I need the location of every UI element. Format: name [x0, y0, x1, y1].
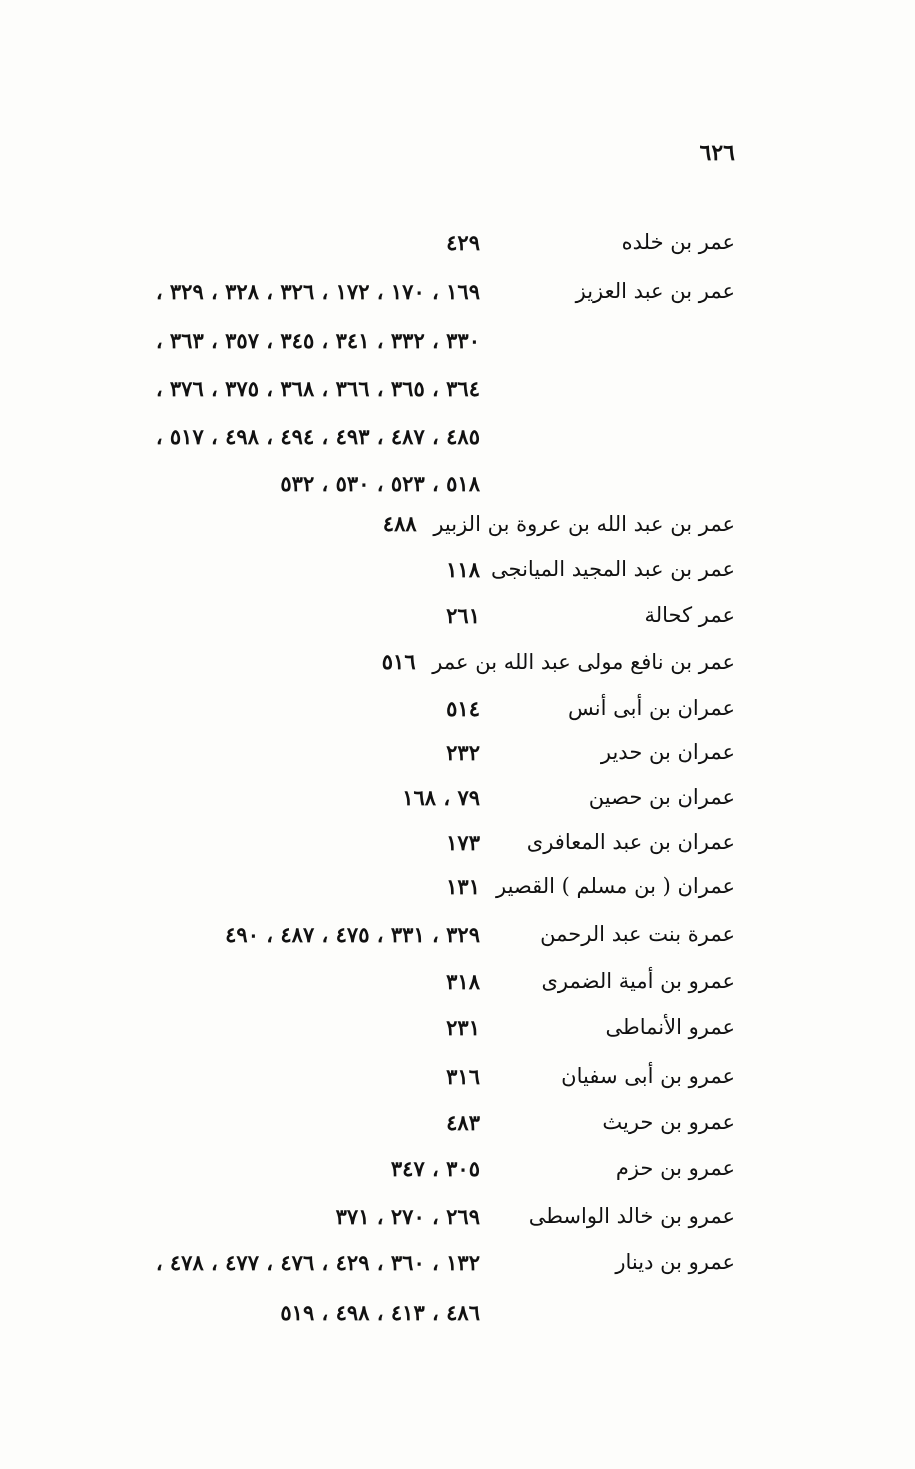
entry-page-refs: ١٦٩ ، ١٧٠ ، ١٧٢ ، ٣٢٦ ، ٣٢٨ ، ٣٢٩ ،	[155, 279, 480, 304]
entry-name: عمرة بنت عبد الرحمن	[540, 922, 735, 946]
entry-name: عمرو الأنماطى	[605, 1015, 735, 1039]
entry-name: عمرو بن حزم	[615, 1156, 735, 1180]
entry-name: عمر بن خلده	[621, 230, 735, 254]
entry-name: عمر بن نافع مولى عبد الله بن عمر	[432, 650, 735, 674]
entry-page-refs: ١٧٣	[446, 830, 480, 855]
entry-name: عمر بن عبد المجيد الميانجى	[491, 557, 735, 581]
entry-name: عمران بن أبى أنس	[567, 696, 735, 720]
entry-name: عمرو بن حريث	[602, 1110, 735, 1134]
entry-name: عمران ( بن مسلم ) القصير	[495, 874, 735, 898]
entry-page-refs: ٣١٨	[446, 969, 480, 994]
entry-page-refs-continued: ٣٦٤ ، ٣٦٥ ، ٣٦٦ ، ٣٦٨ ، ٣٧٥ ، ٣٧٦ ،	[155, 376, 480, 401]
entry-page-refs: ٤٨٨	[382, 511, 417, 536]
entry-page-refs: ٥١٤	[446, 696, 480, 721]
entry-name: عمران بن حدير	[600, 740, 735, 764]
entry-page-refs-continued: ٤٨٦ ، ٤١٣ ، ٤٩٨ ، ٥١٩	[280, 1300, 480, 1325]
entry-page-refs: ٣٠٥ ، ٣٤٧	[390, 1156, 480, 1181]
entry-page-refs: ٢٣١	[446, 1015, 480, 1040]
entry-name: عمرو بن أبى سفيان	[561, 1064, 735, 1088]
entry-name: عمرو بن أمية الضمرى	[541, 969, 735, 993]
entry-page-refs: ٢٦٩ ، ٢٧٠ ، ٣٧١	[335, 1204, 480, 1229]
entry-name: عمرو بن دينار	[615, 1250, 735, 1274]
entry-name: عمر بن عبد الله بن عروة بن الزبير	[433, 512, 735, 536]
entry-name: عمرو بن خالد الواسطى	[528, 1204, 735, 1228]
entry-page-refs: ٤٨٣	[446, 1110, 480, 1135]
entry-name: عمر كحالة	[644, 603, 735, 627]
entry-name: عمران بن حصين	[588, 785, 735, 809]
entry-name: عمران بن عبد المعافرى	[526, 830, 735, 854]
page-number: ٦٢٦	[699, 140, 735, 166]
entry-name: عمر بن عبد العزيز	[575, 279, 735, 303]
entry-page-refs-continued: ٤٨٥ ، ٤٨٧ ، ٤٩٣ ، ٤٩٤ ، ٤٩٨ ، ٥١٧ ،	[155, 424, 480, 449]
entry-page-refs: ١١٨	[446, 557, 480, 582]
entry-page-refs: ٥١٦	[381, 649, 416, 674]
entry-page-refs: ١٣١	[446, 874, 480, 899]
entry-page-refs: ٧٩ ، ١٦٨	[402, 785, 480, 810]
entry-page-refs: ٣٢٩ ، ٣٣١ ، ٤٧٥ ، ٤٨٧ ، ٤٩٠	[225, 922, 480, 947]
entry-page-refs: ٢٦١	[446, 603, 480, 628]
entry-page-refs: ٢٣٢	[446, 740, 480, 765]
entry-page-refs: ١٣٢ ، ٣٦٠ ، ٤٢٩ ، ٤٧٦ ، ٤٧٧ ، ٤٧٨ ،	[155, 1250, 480, 1275]
index-entry	[382, 649, 735, 689]
entry-page-refs-continued: ٥١٨ ، ٥٢٣ ، ٥٣٠ ، ٥٣٢	[280, 471, 480, 496]
entry-page-refs: ٣١٦	[446, 1064, 480, 1089]
entry-page-refs-continued: ٣٣٠ ، ٣٣٢ ، ٣٤١ ، ٣٤٥ ، ٣٥٧ ، ٣٦٣ ،	[155, 328, 480, 353]
entry-page-refs: ٤٢٩	[446, 230, 480, 255]
index-entry	[383, 511, 735, 551]
